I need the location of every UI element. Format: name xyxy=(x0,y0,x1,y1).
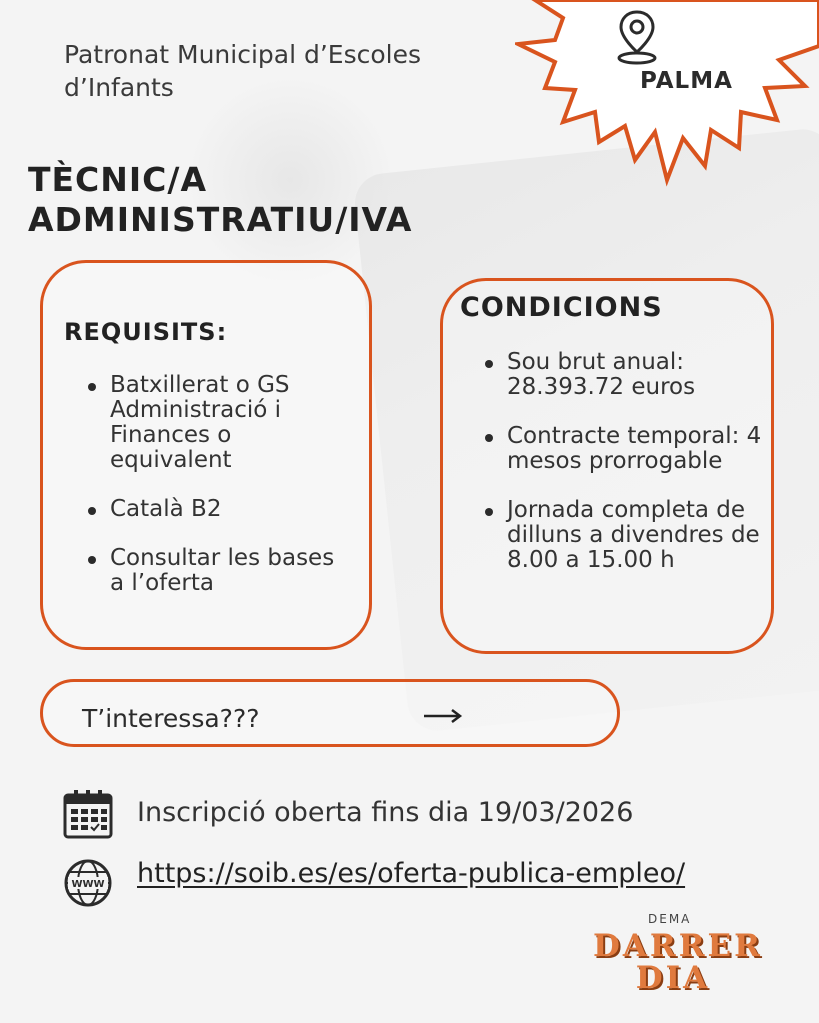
stamp-line-1: DARRER xyxy=(593,928,763,964)
offer-website-link[interactable]: https://soib.es/es/oferta-publica-empleo/ xyxy=(137,858,686,889)
list-item: Contracte temporal: 4 mesos prorrogable xyxy=(481,424,766,474)
arrow-right-icon xyxy=(422,708,464,724)
list-item: Consultar les bases a l’oferta xyxy=(84,546,354,596)
calendar-icon xyxy=(62,788,114,840)
list-item: Batxillerat o GS Administració i Finances o equivalent xyxy=(84,373,354,473)
stamp-small-label: DEMA xyxy=(648,912,692,926)
requirements-heading: REQUISITS: xyxy=(64,318,228,346)
job-title xyxy=(28,160,412,240)
deadline-text: Inscripció oberta fins dia 19/03/2026 xyxy=(137,797,634,828)
last-day-stamp xyxy=(593,928,763,996)
organization-name xyxy=(64,38,421,104)
www-globe-icon xyxy=(62,857,114,909)
location-pin-icon xyxy=(614,8,660,66)
requirements-list xyxy=(84,373,354,620)
starburst-badge xyxy=(515,0,819,200)
job-title-line-1: TÈCNIC/A xyxy=(28,160,207,199)
conditions-list xyxy=(481,350,766,597)
conditions-heading: CONDICIONS xyxy=(460,292,663,323)
job-title-line-2: ADMINISTRATIU/IVA xyxy=(28,200,413,239)
location-label: PALMA xyxy=(640,68,733,94)
organization-line-1: Patronat Municipal d’Escoles xyxy=(64,40,422,69)
svg-text:WWW: WWW xyxy=(71,879,105,890)
list-item: Català B2 xyxy=(84,497,354,522)
interest-cta-label: T’interessa??? xyxy=(82,704,260,733)
organization-line-2: d’Infants xyxy=(64,73,174,102)
list-item: Sou brut anual: 28.393.72 euros xyxy=(481,350,766,400)
list-item: Jornada completa de dilluns a divendres de 8.00 a 15.00 h xyxy=(481,498,766,573)
stamp-line-2: DIA xyxy=(635,960,711,996)
